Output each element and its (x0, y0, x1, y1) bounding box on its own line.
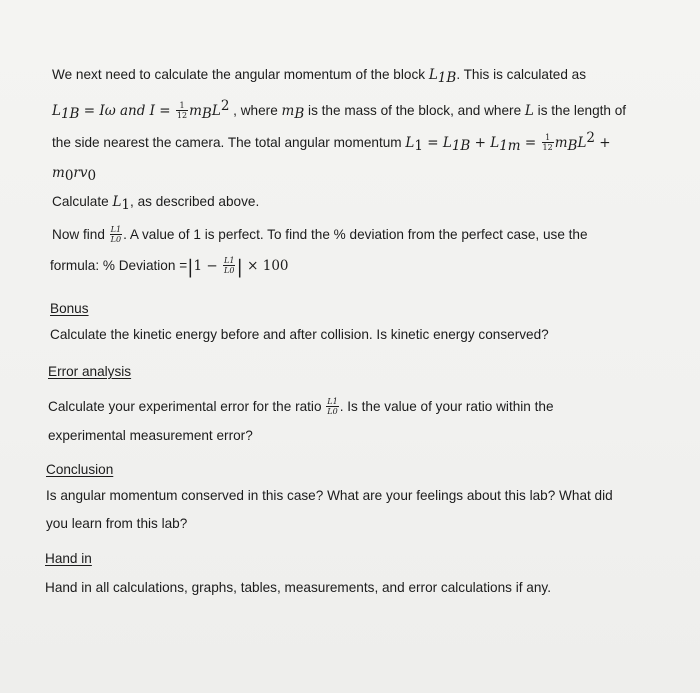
math-L: L (112, 194, 122, 210)
math-L: L (52, 103, 61, 120)
calculate-line (52, 193, 259, 211)
math-eq: = (422, 135, 443, 152)
math-m: m (554, 135, 568, 152)
conclusion-heading: Conclusion (46, 462, 114, 477)
abs-bar: | (187, 256, 194, 279)
math-sub: 1B (451, 138, 471, 155)
math-L: L (211, 103, 221, 120)
math-L: L (442, 135, 452, 152)
fraction-ratio: $\frac{L1}{L0}$ (110, 225, 122, 244)
math-sub: 1 (414, 138, 423, 155)
fraction-ratio: $\frac{L1}{L0}$ (327, 397, 338, 416)
text: is the length of (533, 103, 627, 119)
text: We next need to calculate the angular momentum of the block (52, 67, 429, 82)
conclusion-line-2: you learn from this lab? (46, 516, 188, 531)
math-sub: B (201, 106, 212, 123)
math-m: m (52, 165, 65, 181)
math-sub: B (294, 106, 305, 123)
math-sub: 0 (64, 168, 74, 184)
math-m: m (189, 103, 202, 120)
fraction: $\frac{1}{12}$ (542, 133, 553, 152)
text: formula: % Deviation = (50, 258, 188, 274)
math-sub: 1 (121, 197, 131, 213)
math-eq: = Iω and I = (79, 103, 175, 120)
math-sub: 0 (87, 168, 97, 184)
math-rv: rv (73, 165, 88, 181)
text: Now find (52, 227, 109, 243)
text: is the mass of the block, and where (304, 103, 525, 119)
text: , as described above. (130, 194, 260, 209)
text: . Is the value of your ratio within the (339, 399, 554, 415)
math-sub: 1B (437, 70, 457, 86)
math-sub: 1B (60, 106, 80, 123)
math-sub: 1m (499, 138, 521, 155)
math-sub: B (567, 138, 578, 155)
paragraph-line-1 (52, 66, 586, 84)
math-L: L (524, 103, 534, 120)
math-eq: = (520, 135, 541, 152)
hand-in-heading: Hand in (45, 551, 92, 566)
paragraph-line-2 (52, 98, 627, 123)
math-sup: 2 (220, 98, 230, 115)
math-L: L (577, 135, 587, 152)
math-L: L (428, 67, 438, 83)
math-one-minus: 1 − (193, 258, 223, 275)
abs-bar: | (236, 256, 243, 279)
paragraph-line-3 (52, 130, 611, 155)
error-line-2: experimental measurement error? (48, 428, 253, 443)
math-L: L (490, 135, 500, 152)
text: the side nearest the camera. The total angular momentum (52, 135, 406, 151)
formula-line (50, 256, 289, 279)
error-line-1 (48, 398, 554, 417)
now-find-line (52, 226, 588, 245)
text: Calculate (52, 194, 113, 209)
fraction: $\frac{1}{12}$ (176, 101, 188, 120)
fraction-ratio: $\frac{L1}{L0}$ (224, 256, 235, 275)
bonus-text: Calculate the kinetic energy before and after collision. Is kinetic energy conserved? (50, 327, 549, 342)
math-times-100: × 100 (242, 258, 289, 275)
conclusion-line-1: Is angular momentum conserved in this case? What are your feelings about this lab? What did (46, 488, 613, 503)
hand-in-text: Hand in all calculations, graphs, tables, measurements, and error calculations if any. (45, 580, 551, 595)
text: Calculate your experimental error for the ratio (48, 399, 326, 415)
text: . A value of 1 is perfect. To find the % deviation from the perfect case, use the (123, 227, 588, 243)
text: , where (229, 103, 282, 119)
math-plus: + (595, 135, 611, 152)
math-L: L (405, 135, 415, 152)
paragraph-line-4 (52, 164, 96, 182)
bonus-heading: Bonus (50, 301, 89, 316)
text: . This is calculated as (456, 67, 587, 82)
math-sup: 2 (586, 130, 595, 147)
math-m: m (281, 103, 295, 120)
math-plus: + (470, 135, 491, 152)
error-analysis-heading: Error analysis (48, 364, 132, 379)
